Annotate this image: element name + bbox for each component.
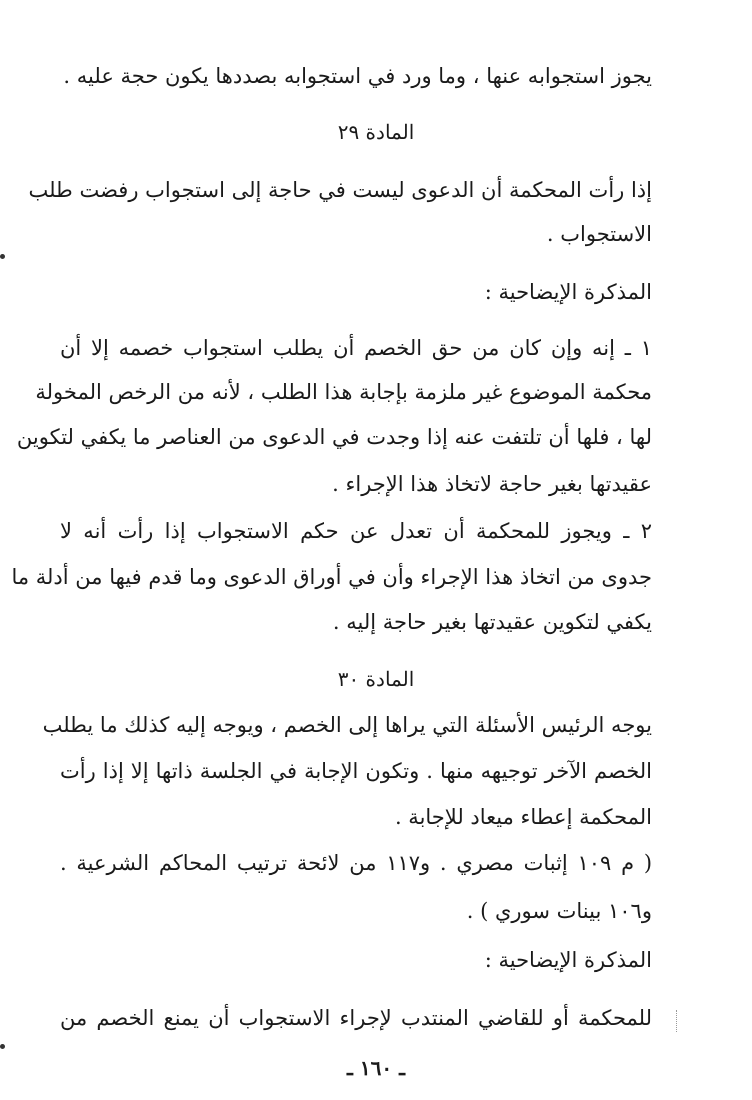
memo-1-item-2-line: جدوى من اتخاذ هذا الإجراء وأن في أوراق الدعوى وما قدم فيها من أدلة ما bbox=[11, 565, 652, 589]
article-30-line: يوجه الرئيس الأسئلة التي يراها إلى الخصم ، ويوجه إليه كذلك ما يطلب bbox=[42, 713, 652, 737]
page-number: ـ ١٦٠ ـ bbox=[347, 1056, 405, 1080]
scan-mark bbox=[0, 254, 5, 259]
article-30-reference-line: ( م ١٠٩ إثبات مصري . و١١٧ من لائحة ترتيب المحاكم الشرعية . bbox=[60, 851, 653, 875]
continuation-line: يجوز استجوابه عنها ، وما ورد في استجوابه بصددها يكون حجة عليه . bbox=[63, 64, 652, 88]
article-29-line: الاستجواب . bbox=[546, 222, 652, 246]
memo-1-item-1-line: محكمة الموضوع غير ملزمة بإجابة هذا الطلب ، لأنه من الرخص المخولة bbox=[35, 380, 652, 404]
memo-2-heading: المذكرة الإيضاحية : bbox=[484, 948, 652, 972]
article-30-line: المحكمة إعطاء ميعاد للإجابة . bbox=[394, 805, 652, 829]
memo-1-item-2-line: يكفي لتكوين عقيدتها بغير حاجة إليه . bbox=[332, 610, 652, 634]
memo-1-item-2-line: ٢ ـ ويجوز للمحكمة أن تعدل عن حكم الاستجواب إذا رأت أنه لا bbox=[60, 519, 652, 543]
memo-1-item-1-line: ١ ـ إنه وإن كان من حق الخصم أن يطلب استجواب خصمه إلا أن bbox=[60, 336, 652, 360]
memo-1-item-1-line: عقيدتها بغير حاجة لاتخاذ هذا الإجراء . bbox=[332, 472, 652, 496]
scan-dotted-mark bbox=[676, 1010, 678, 1032]
article-30-heading: المادة ٣٠ bbox=[337, 667, 415, 691]
article-30-reference-line: و١٠٦ بينات سوري ) . bbox=[466, 899, 652, 923]
memo-1-item-1-line: لها ، فلها أن تلتفت عنه إذا وجدت في الدعوى من العناصر ما يكفي لتكوين bbox=[16, 425, 652, 449]
article-29-heading: المادة ٢٩ bbox=[337, 120, 415, 144]
memo-1-heading: المذكرة الإيضاحية : bbox=[484, 280, 652, 304]
article-29-line: إذا رأت المحكمة أن الدعوى ليست في حاجة إلى استجواب رفضت طلب bbox=[28, 178, 652, 202]
scan-mark bbox=[0, 1044, 5, 1049]
memo-2-line: للمحكمة أو للقاضي المنتدب لإجراء الاستجواب أن يمنع الخصم من bbox=[60, 1006, 652, 1030]
article-30-line: الخصم الآخر توجيهه منها . وتكون الإجابة في الجلسة ذاتها إلا إذا رأت bbox=[60, 759, 652, 783]
